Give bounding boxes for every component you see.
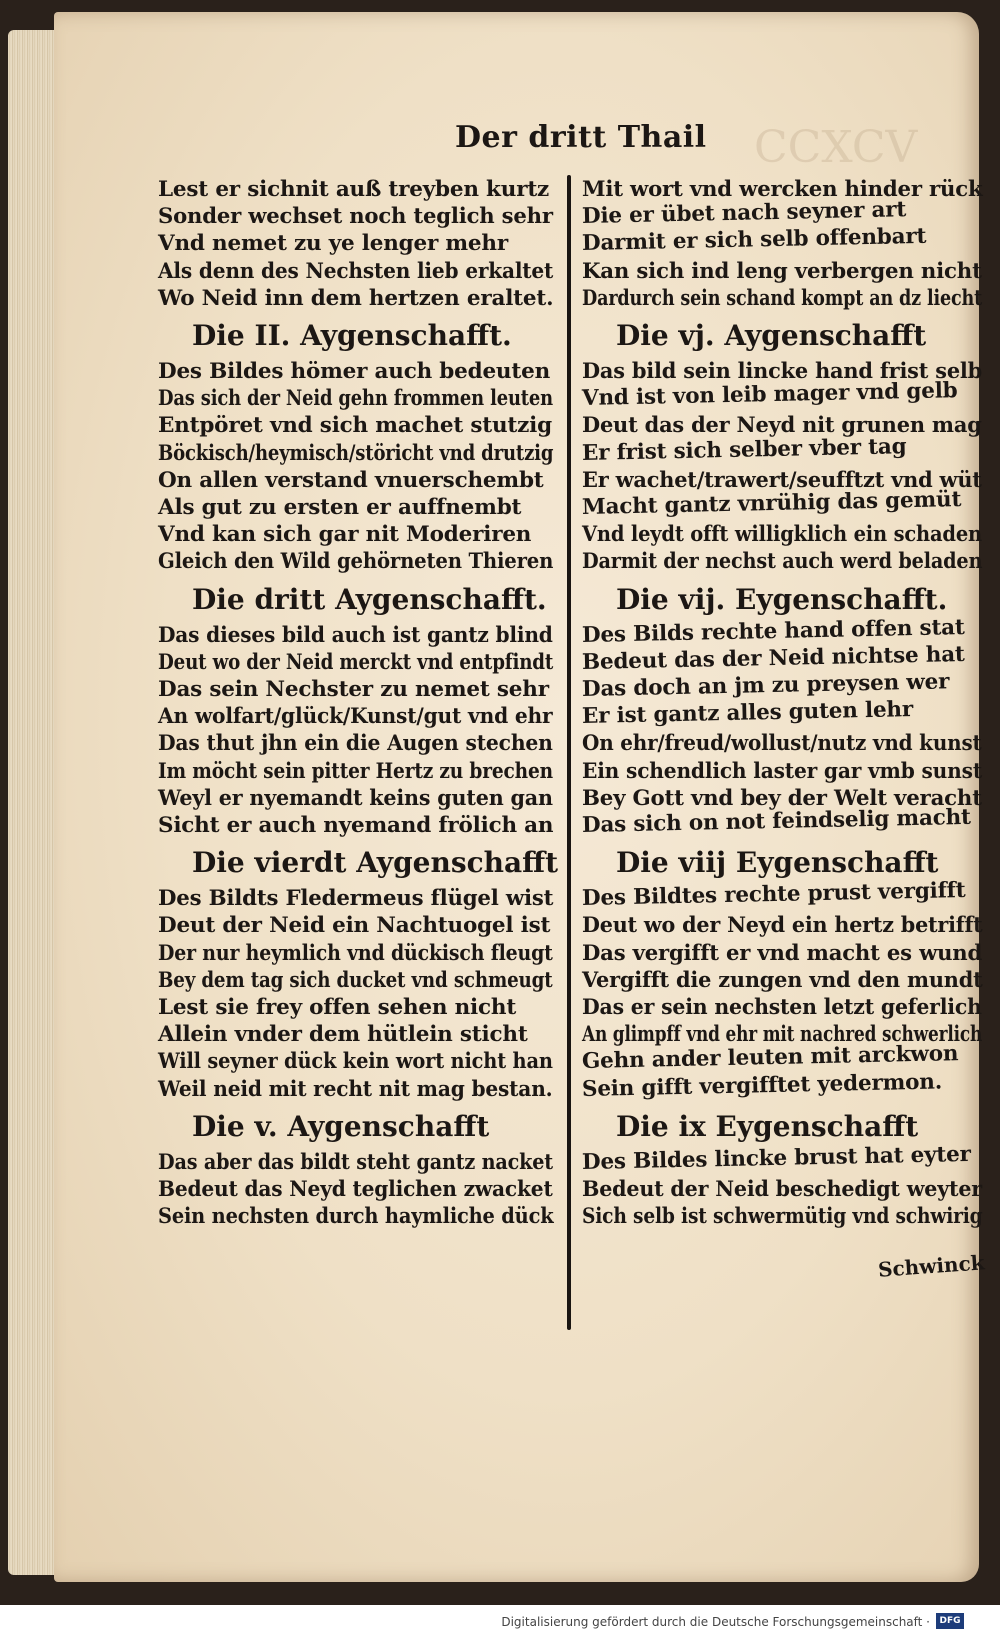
left-column: [158, 176, 559, 1231]
verse-line: Des Bildes hömer auch bedeuten: [158, 359, 551, 385]
verse-line: Sicht er auch nyemand frölich an: [158, 813, 554, 839]
verse-line: Im möcht sein pitter Hertz zu brechen: [158, 758, 553, 784]
verse-line: Sein nechsten durch haymliche dück: [158, 1204, 554, 1230]
section-heading: Die vij. Eygenschafft.: [616, 582, 948, 616]
page-stack-edge: [8, 30, 56, 1575]
verse-line: Allein vnder dem hütlein sticht: [158, 1022, 528, 1048]
verse-line: Das dieses bild auch ist gantz blind: [158, 622, 553, 648]
section-heading: Die II. Aygenschafft.: [192, 319, 512, 353]
verse-line: Das thut jhn ein die Augen stechen: [158, 731, 553, 757]
verse-line: Vnd leydt offt willigklich ein schaden: [582, 522, 983, 548]
verse-line: Darmit der nechst auch werd beladen: [582, 549, 983, 575]
verse-line: Des Bildts Fledermeus flügel wist: [158, 886, 554, 912]
verse-line: Vergifft die zungen vnd den mundt: [582, 967, 983, 993]
verse-line: Das vergifft er vnd macht es wund: [582, 940, 983, 966]
verse-line: Sein gifft vergifftet yedermon.: [581, 1069, 943, 1102]
verse-line: Wo Neid inn dem hertzen eraltet.: [158, 285, 554, 311]
verse-line: Das sich der Neid gehn frommen leuten: [158, 386, 553, 412]
verse-line: Deut wo der Neid merckt vnd entpfindt: [158, 649, 554, 675]
verse-line: Gleich den Wild gehörneten Thieren: [158, 549, 554, 575]
verse-line: Lest sie frey offen sehen nicht: [158, 995, 517, 1021]
section-heading: Die v. Aygenschafft: [192, 1109, 490, 1143]
page-header: Der dritt Thail: [455, 120, 707, 155]
verse-line: Das er sein nechsten letzt geferlich: [582, 995, 982, 1021]
verse-line: Er ist gantz alles guten lehr: [581, 697, 914, 730]
verse-line: Böckisch/heymisch/störicht vnd drutzig: [158, 440, 554, 466]
verse-line: Dardurch sein schand kompt an dz liecht: [582, 285, 983, 311]
verse-line: Sich selb ist schwermütig vnd schwirig: [582, 1204, 983, 1230]
verse-line: Das sich on not feindselig macht: [581, 804, 972, 839]
right-column: [582, 176, 982, 1231]
verse-line: Das bild sein lincke hand frist selb: [582, 359, 983, 385]
section-heading: Die ix Eygenschafft: [616, 1109, 919, 1143]
footer-credit: Digitalisierung gefördert durch die Deutsche Forschungsgemeinschaft ·: [501, 1615, 930, 1629]
verse-line: Bedeut das Neyd teglichen zwacket: [158, 1177, 553, 1203]
verse-line: Bedeut der Neid beschedigt weyter: [582, 1177, 982, 1203]
verse-line: Des Bildtes rechte prust vergifft: [581, 878, 966, 912]
verse-line: Macht gantz vnrühig das gemüt: [581, 487, 962, 521]
verse-line: Gehn ander leuten mit arckwon: [581, 1041, 959, 1075]
verse-line: Deut das der Neyd nit grunen mag: [582, 413, 982, 439]
verse-line: Sonder wechset noch teglich sehr: [158, 204, 553, 230]
section-heading: Die dritt Aygenschafft.: [192, 582, 547, 616]
verse-line: Will seyner dück kein wort nicht han: [158, 1049, 553, 1075]
section-heading: Die viij Eygenschafft: [616, 846, 939, 880]
verse-line: Weil neid mit recht nit mag bestan.: [158, 1076, 553, 1102]
verse-line: Das aber das bildt steht gantz nacket: [158, 1149, 553, 1175]
verse-line: Weyl er nyemandt keins guten gan: [158, 785, 553, 811]
verse-line: Er frist sich selber vber tag: [581, 433, 907, 466]
verse-line: Kan sich ind leng verbergen nicht: [582, 258, 982, 284]
verse-line: Entpöret vnd sich machet stutzig: [158, 413, 552, 439]
verse-line: Der nur heymlich vnd dückisch fleugt: [158, 940, 553, 966]
footer-bar: [0, 1605, 1000, 1641]
show-through-marks: CCXCV: [754, 122, 918, 173]
catchword: Schwinck: [877, 1250, 986, 1282]
verse-line: Als denn des Nechsten lieb erkaltet: [158, 258, 554, 284]
verse-line: Deut wo der Neyd ein hertz betrifft: [582, 913, 983, 939]
verse-line: Das sein Nechster zu nemet sehr: [158, 677, 549, 703]
verse-line: Er wachet/trawert/seufftzt vnd wüt: [582, 467, 982, 493]
section-heading: Die vierdt Aygenschafft: [192, 846, 559, 880]
verse-line: Die er übet nach seyner art: [581, 197, 907, 230]
verse-line: Des Bildes lincke brust hat eyter: [581, 1141, 972, 1175]
verse-line: Mit wort vnd wercken hinder rück: [582, 177, 983, 202]
verse-line: An wolfart/glück/Kunst/gut vnd ehr: [158, 704, 553, 730]
verse-line: Ein schendlich laster gar vmb sunst: [582, 758, 982, 784]
verse-line: Lest er sichnit auß treyben kurtz: [158, 177, 550, 202]
verse-line: On allen verstand vnuerschembt: [158, 467, 544, 493]
verse-line: Bey Gott vnd bey der Welt veracht: [582, 785, 982, 811]
verse-line: Als gut zu ersten er auffnembt: [158, 495, 522, 521]
verse-line: Des Bilds rechte hand offen stat: [581, 614, 965, 648]
verse-line: Das doch an jm zu preysen wer: [581, 669, 950, 703]
section-heading: Die vj. Aygenschafft: [616, 319, 927, 353]
verse-line: Bedeut das der Neid nichtse hat: [581, 641, 965, 675]
verse-line: Vnd ist von leib mager vnd gelb: [581, 378, 958, 412]
verse-line: Vnd nemet zu ye lenger mehr: [158, 231, 508, 257]
verse-line: Bey dem tag sich ducket vnd schmeugt: [158, 967, 553, 993]
verse-line: Deut der Neid ein Nachtuogel ist: [158, 913, 551, 939]
verse-line: On ehr/freud/wollust/nutz vnd kunst: [582, 731, 982, 757]
verse-line: Darmit er sich selb offenbart: [581, 224, 927, 257]
verse-line: An glimpff vnd ehr mit nachred schwerlich: [582, 1022, 983, 1048]
column-rule: [567, 175, 571, 1330]
verse-line: Vnd kan sich gar nit Moderiren: [158, 522, 532, 548]
dfg-logo: DFG: [936, 1613, 964, 1629]
